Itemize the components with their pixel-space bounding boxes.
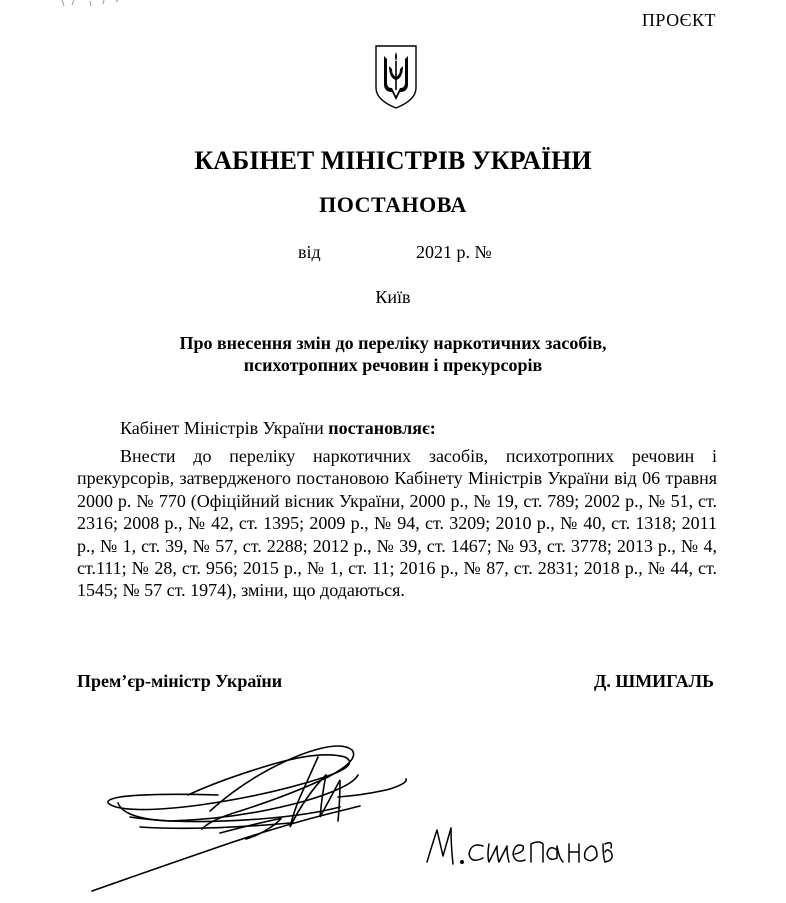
signatory-name: Д. ШМИГАЛЬ <box>594 671 714 691</box>
subject-line-2: психотропних речовин і прекурсорів <box>243 355 543 375</box>
subject-line-1: Про внесення змін до переліку наркотичних засобів, <box>179 333 607 353</box>
city: Київ <box>375 287 411 307</box>
decree-body: Внести до переліку наркотичних засобів, психотропних речовин і прекурсорів, затвердженого постановою Кабінету Міністрів України від 06 травня 2000 р. № 770 (Офіційний вісник України, 2000 р., № 19, ст. 789; 2002 р., № 51, ст. 2316; 2008 р., № 42, ст. 1395; 2009 р., № 94, ст. 3209; 2010 р., № 40, ст. 1318; 2011 р., № 1, ст. 39, № 57, ст. 2288; 2012 р., № 39, ст. 1467; № 93, ст. 3778; 2013 р., № 4, ст.111; № 28, ст. 956; 2015 р., № 1, ст. 11; 2016 р., № 87, ст. 2831; 2018 р., № 44, ст. 1545; № 57 ст. 1974), зміни, що додаються. <box>77 446 717 601</box>
document-type: ПОСТАНОВА <box>319 192 467 217</box>
trident-emblem-icon <box>372 44 420 110</box>
handwritten-signature <box>90 735 420 900</box>
decree-verb: постановляє: <box>328 418 436 438</box>
document-title: КАБІНЕТ МІНІСТРІВ УКРАЇНИ <box>194 146 592 175</box>
decree-intro: Кабінет Міністрів України <box>120 418 324 438</box>
signatory-position: Прем’єр-міністр України <box>77 671 283 691</box>
date-prefix: від <box>298 242 321 262</box>
project-label: ПРОЄКТ <box>641 10 716 30</box>
date-year: 2021 р. № <box>416 242 492 262</box>
scan-marks <box>60 0 120 10</box>
document-subject <box>100 332 686 376</box>
decree-statement <box>120 418 436 439</box>
handwritten-note <box>425 822 615 870</box>
